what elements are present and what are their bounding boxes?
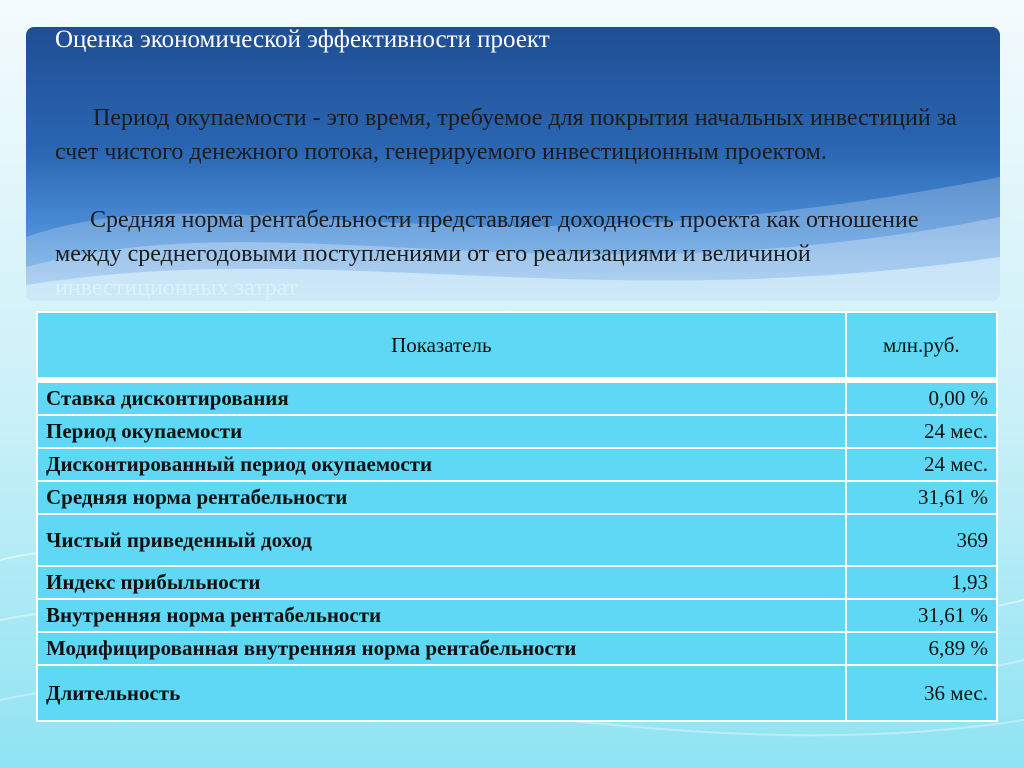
table-row: [37, 566, 997, 599]
table-row: [37, 514, 997, 566]
row-value: 0,00 %: [846, 380, 997, 415]
table-header-row: [37, 312, 997, 380]
row-value: 31,61 %: [846, 599, 997, 632]
table-row: [37, 632, 997, 665]
row-name: Внутренняя норма рентабельности: [37, 599, 846, 632]
profitability-definition-faded: инвестиционных затрат: [55, 275, 298, 301]
row-name: Период окупаемости: [37, 415, 846, 448]
table-row: [37, 599, 997, 632]
row-name: Длительность: [37, 665, 846, 721]
row-name: Чистый приведенный доход: [37, 514, 846, 566]
row-name: Дисконтированный период окупаемости: [37, 448, 846, 481]
row-value: 6,89 %: [846, 632, 997, 665]
row-value: 1,93: [846, 566, 997, 599]
header-unit: млн.руб.: [846, 312, 997, 380]
table-row: [37, 481, 997, 514]
header-indicator: Показатель: [37, 312, 846, 380]
row-name: Ставка дисконтирования: [37, 380, 846, 415]
table-row: [37, 415, 997, 448]
profitability-definition-text: Средняя норма рентабельности представляет доходность проекта как отношение между среднегодовыми поступлениями от его реализациями и величиной: [55, 207, 919, 267]
profitability-definition: [55, 203, 965, 305]
table-row: [37, 380, 997, 415]
payback-definition: Период окупаемости - это время, требуемое для покрытия начальных инвестиций за счет чистого денежного потока, генерируемого инвестиционным проектом.: [55, 105, 957, 165]
slide-title: Оценка экономической эффективности проект: [55, 26, 550, 53]
row-name: Модифицированная внутренняя норма рентабельности: [37, 632, 846, 665]
table-row: [37, 665, 997, 721]
row-value: 31,61 %: [846, 481, 997, 514]
row-name: Средняя норма рентабельности: [37, 481, 846, 514]
row-value: 369: [846, 514, 997, 566]
metrics-table: [36, 311, 998, 722]
row-value: 24 мес.: [846, 448, 997, 481]
row-value: 24 мес.: [846, 415, 997, 448]
table-row: [37, 448, 997, 481]
row-value: 36 мес.: [846, 665, 997, 721]
row-name: Индекс прибыльности: [37, 566, 846, 599]
